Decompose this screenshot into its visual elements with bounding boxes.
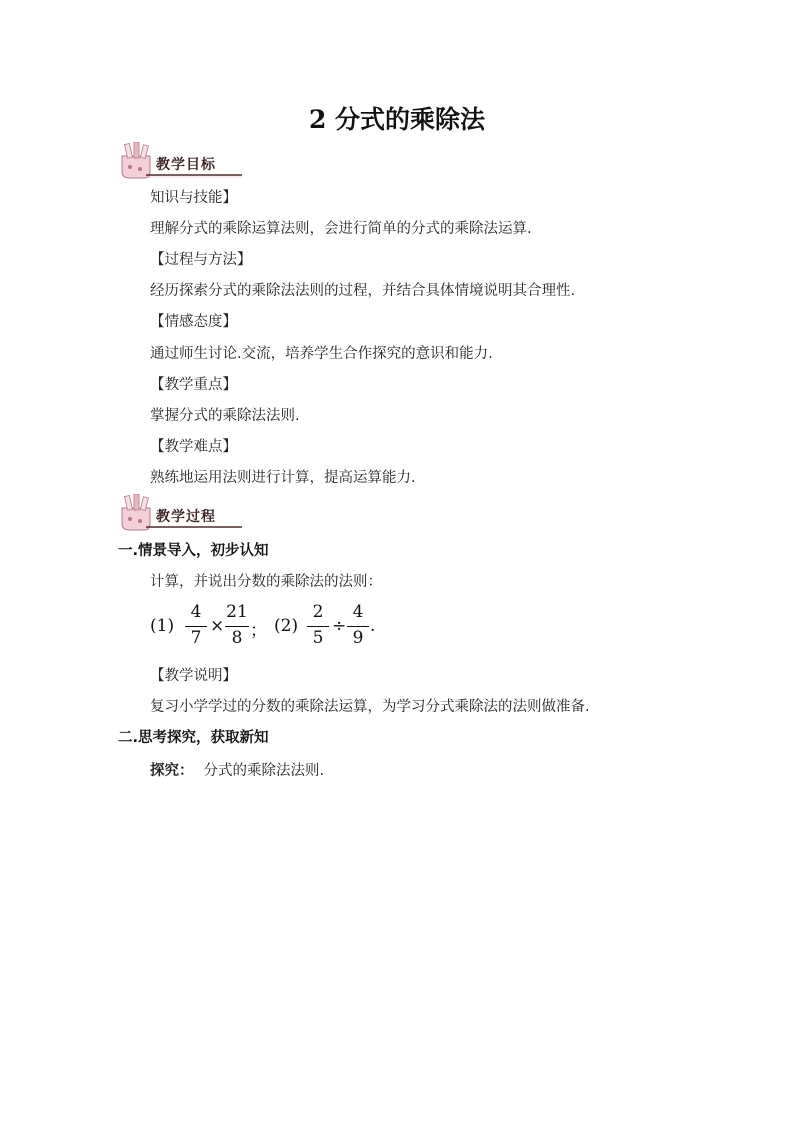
attitude-text: 通过师生讨论.交流，培养学生合作探究的意识和能力. bbox=[150, 346, 493, 362]
difficulty-text: 熟练地运用法则进行计算，提高运算能力. bbox=[150, 470, 416, 486]
page-title: 2 分式的乘除法 bbox=[308, 105, 486, 134]
knowledge-text: 理解分式的乘除运算法则，会进行简单的分式的乘除法运算. bbox=[150, 221, 532, 237]
fraction-bar bbox=[347, 626, 369, 627]
section-badge-process bbox=[116, 494, 246, 534]
fraction-denominator: 9 bbox=[352, 628, 364, 648]
expr-label-2: (2) bbox=[274, 616, 299, 636]
badge-label: 教学过程 bbox=[156, 509, 216, 525]
difficulty-heading: 【教学难点】 bbox=[150, 439, 237, 455]
note-text: 复习小学学过的分数的乘除法运算，为学习分式乘除法的法则做准备. bbox=[150, 699, 590, 715]
expr-end: . bbox=[370, 616, 376, 636]
fraction-denominator: 5 bbox=[312, 628, 324, 648]
fraction-bar bbox=[307, 626, 329, 627]
explore-line bbox=[150, 759, 324, 780]
attitude-heading: 【情感态度】 bbox=[150, 314, 237, 330]
fraction-21-8 bbox=[224, 602, 250, 654]
key-point-text: 掌握分式的乘除法法则. bbox=[150, 408, 300, 424]
fraction-denominator: 8 bbox=[231, 628, 243, 648]
fraction-numerator: 21 bbox=[226, 602, 248, 622]
separator: ； bbox=[250, 621, 267, 641]
fraction-numerator: 4 bbox=[190, 602, 202, 622]
knowledge-heading: 知识与技能】 bbox=[150, 190, 237, 206]
fraction-denominator: 7 bbox=[190, 628, 202, 648]
expr-label-1: (1) bbox=[150, 616, 175, 636]
process-method-heading: 【过程与方法】 bbox=[150, 252, 252, 268]
fraction-numerator: 4 bbox=[352, 602, 364, 622]
badge-label: 教学目标 bbox=[156, 157, 216, 173]
process-method-text: 经历探索分式的乘除法法则的过程，并结合具体情境说明其合理性. bbox=[150, 283, 576, 299]
explore-text: 分式的乘除法法则. bbox=[203, 763, 325, 779]
section1-intro: 计算，并说出分数的乘除法的法则： bbox=[150, 574, 382, 590]
fraction-bar bbox=[225, 626, 249, 627]
fraction-2-5 bbox=[306, 602, 330, 654]
divide-operator: ÷ bbox=[332, 616, 347, 636]
fraction-4-7 bbox=[184, 602, 208, 654]
note-heading: 【教学说明】 bbox=[150, 668, 237, 684]
fraction-numerator: 2 bbox=[312, 602, 324, 622]
section-badge-goals bbox=[116, 142, 246, 182]
fraction-bar bbox=[185, 626, 207, 627]
fraction-4-9 bbox=[346, 602, 370, 654]
times-operator: × bbox=[210, 616, 225, 636]
explore-label: 探究： bbox=[150, 763, 194, 779]
key-point-heading: 【教学重点】 bbox=[150, 377, 237, 393]
section1-heading: 一.情景导入，初步认知 bbox=[118, 543, 269, 559]
section2-heading: 二.思考探究，获取新知 bbox=[118, 730, 269, 746]
